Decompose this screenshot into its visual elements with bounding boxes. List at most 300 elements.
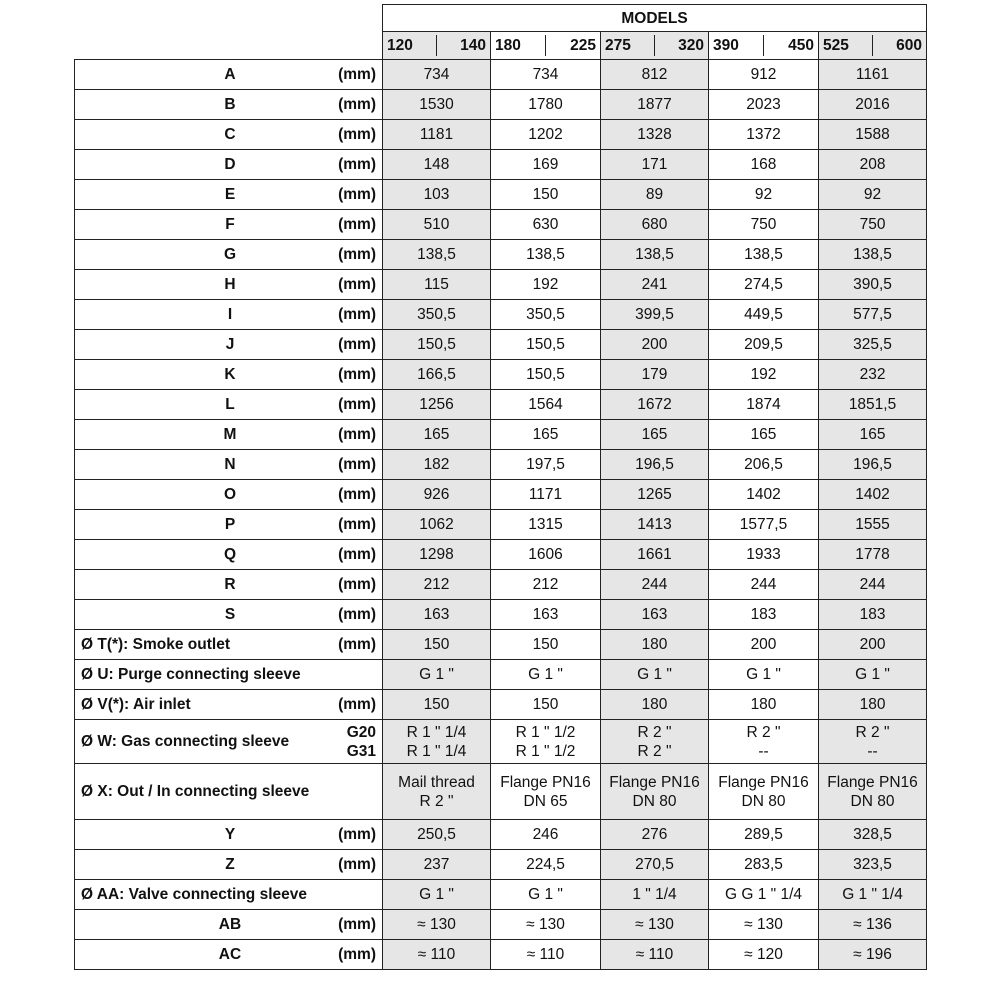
value-cell: 1161 bbox=[819, 60, 927, 90]
dimension-name: AB bbox=[218, 916, 242, 933]
value-line: Mail thread bbox=[398, 773, 475, 791]
dimension-name: K bbox=[224, 366, 236, 383]
value-cell: 232 bbox=[819, 360, 927, 390]
value-cell: 196,5 bbox=[819, 450, 927, 480]
value-cell: 1298 bbox=[383, 540, 491, 570]
value-cell: 150,5 bbox=[491, 360, 601, 390]
unit-label: (mm) bbox=[338, 516, 376, 533]
model-number: 275 bbox=[605, 37, 631, 54]
value-cell: G 1 " bbox=[383, 660, 491, 690]
row-label bbox=[81, 216, 376, 233]
value-line: -- bbox=[867, 742, 878, 760]
value-stack bbox=[601, 773, 708, 811]
value-cell: 390,5 bbox=[819, 270, 927, 300]
value-cell: 2023 bbox=[709, 90, 819, 120]
model-pair bbox=[387, 32, 486, 59]
dimensions-table bbox=[74, 4, 927, 970]
value-cell: 163 bbox=[601, 600, 709, 630]
row-label bbox=[81, 636, 376, 653]
model-number: 120 bbox=[387, 37, 413, 54]
value-cell: 812 bbox=[601, 60, 709, 90]
table-row bbox=[75, 120, 927, 150]
value-cell: 449,5 bbox=[709, 300, 819, 330]
value-cell: 926 bbox=[383, 480, 491, 510]
dimension-name: Ø T(*): Smoke outlet bbox=[81, 636, 230, 653]
value-cell: 208 bbox=[819, 150, 927, 180]
value-cell: 150 bbox=[491, 690, 601, 720]
value-cell: 276 bbox=[601, 820, 709, 850]
table-row bbox=[75, 940, 927, 970]
dimension-name: Ø V(*): Air inlet bbox=[81, 696, 191, 713]
dimension-name: D bbox=[224, 156, 236, 173]
unit-label: (mm) bbox=[338, 856, 376, 873]
value-cell: 138,5 bbox=[819, 240, 927, 270]
value-cell: 150,5 bbox=[383, 330, 491, 360]
value-cell: 196,5 bbox=[601, 450, 709, 480]
value-cell: 1564 bbox=[491, 390, 601, 420]
value-line: R 2 " bbox=[637, 723, 672, 741]
row-label bbox=[81, 366, 376, 383]
table-row bbox=[75, 850, 927, 880]
value-cell: 183 bbox=[819, 600, 927, 630]
row-label-cell bbox=[75, 180, 383, 210]
value-cell: 171 bbox=[601, 150, 709, 180]
row-label-cell bbox=[75, 390, 383, 420]
dimension-name: Q bbox=[223, 546, 237, 563]
value-cell: 274,5 bbox=[709, 270, 819, 300]
value-cell: ≈ 110 bbox=[601, 940, 709, 970]
value-line: R 2 " bbox=[419, 792, 454, 810]
row-label bbox=[81, 666, 376, 683]
table-row bbox=[75, 570, 927, 600]
value-cell: 169 bbox=[491, 150, 601, 180]
table-row bbox=[75, 420, 927, 450]
model-pair-cell bbox=[601, 32, 709, 60]
table-row bbox=[75, 390, 927, 420]
table-row bbox=[75, 330, 927, 360]
value-cell: ≈ 110 bbox=[491, 940, 601, 970]
table-row bbox=[75, 210, 927, 240]
value-cell: 150 bbox=[383, 630, 491, 660]
row-label-cell bbox=[75, 764, 383, 820]
unit-label: (mm) bbox=[338, 486, 376, 503]
value-cell: 1530 bbox=[383, 90, 491, 120]
value-cell: 237 bbox=[383, 850, 491, 880]
value-line: DN 80 bbox=[850, 792, 895, 810]
value-cell: 734 bbox=[491, 60, 601, 90]
value-stack bbox=[819, 773, 926, 811]
value-stack bbox=[819, 723, 926, 761]
row-label-cell bbox=[75, 940, 383, 970]
value-line: R 2 " bbox=[855, 723, 890, 741]
table-row bbox=[75, 360, 927, 390]
value-cell: 750 bbox=[819, 210, 927, 240]
value-cell: 1265 bbox=[601, 480, 709, 510]
value-cell: 250,5 bbox=[383, 820, 491, 850]
value-cell: 1851,5 bbox=[819, 390, 927, 420]
value-cell: 206,5 bbox=[709, 450, 819, 480]
row-label bbox=[81, 723, 376, 761]
value-cell: 138,5 bbox=[383, 240, 491, 270]
value-cell: 180 bbox=[819, 690, 927, 720]
value-cell: 577,5 bbox=[819, 300, 927, 330]
row-label-cell bbox=[75, 330, 383, 360]
row-label bbox=[81, 516, 376, 533]
value-cell: 165 bbox=[383, 420, 491, 450]
row-label bbox=[81, 696, 376, 713]
gas-type-label: G20 bbox=[346, 723, 376, 741]
row-label bbox=[81, 186, 376, 203]
dimension-name: O bbox=[223, 486, 237, 503]
row-label-cell bbox=[75, 630, 383, 660]
value-line: R 1 " 1/4 bbox=[406, 723, 467, 741]
row-label bbox=[81, 486, 376, 503]
value-stack bbox=[383, 723, 490, 761]
value-cell: 115 bbox=[383, 270, 491, 300]
value-cell: ≈ 130 bbox=[709, 910, 819, 940]
dimension-name: J bbox=[225, 336, 235, 353]
table-row bbox=[75, 240, 927, 270]
value-line: R 1 " 1/2 bbox=[515, 723, 576, 741]
gas-type-label: G31 bbox=[346, 742, 376, 760]
value-stack bbox=[491, 773, 600, 811]
row-label bbox=[81, 246, 376, 263]
value-line: DN 80 bbox=[741, 792, 786, 810]
value-line: DN 80 bbox=[632, 792, 677, 810]
value-cell: 1202 bbox=[491, 120, 601, 150]
value-cell: 200 bbox=[819, 630, 927, 660]
value-cell: 166,5 bbox=[383, 360, 491, 390]
value-cell: 192 bbox=[491, 270, 601, 300]
model-number: 390 bbox=[713, 37, 739, 54]
value-cell: 246 bbox=[491, 820, 601, 850]
dimension-name: S bbox=[224, 606, 236, 623]
value-cell: 165 bbox=[709, 420, 819, 450]
value-cell: 150 bbox=[491, 180, 601, 210]
value-line: Flange PN16 bbox=[609, 773, 700, 791]
value-cell bbox=[383, 764, 491, 820]
value-cell: 138,5 bbox=[709, 240, 819, 270]
row-label-cell bbox=[75, 90, 383, 120]
table-row bbox=[75, 764, 927, 820]
value-cell: 680 bbox=[601, 210, 709, 240]
row-label bbox=[81, 456, 376, 473]
unit-label: (mm) bbox=[338, 186, 376, 203]
value-cell: 165 bbox=[491, 420, 601, 450]
unit-label: (mm) bbox=[338, 946, 376, 963]
value-cell: 1606 bbox=[491, 540, 601, 570]
row-label-cell bbox=[75, 850, 383, 880]
table-row bbox=[75, 880, 927, 910]
value-cell: 1661 bbox=[601, 540, 709, 570]
value-stack bbox=[709, 723, 818, 761]
dimension-name: M bbox=[223, 426, 237, 443]
table-row bbox=[75, 300, 927, 330]
value-cell: 510 bbox=[383, 210, 491, 240]
unit-label: (mm) bbox=[338, 576, 376, 593]
model-pair-cell bbox=[383, 32, 491, 60]
table-row bbox=[75, 720, 927, 764]
value-cell: 323,5 bbox=[819, 850, 927, 880]
row-label-cell bbox=[75, 660, 383, 690]
value-cell: 289,5 bbox=[709, 820, 819, 850]
unit-label: (mm) bbox=[338, 826, 376, 843]
value-cell: 150 bbox=[491, 630, 601, 660]
value-cell: 103 bbox=[383, 180, 491, 210]
value-cell: 2016 bbox=[819, 90, 927, 120]
row-label-cell bbox=[75, 820, 383, 850]
value-cell: 1402 bbox=[819, 480, 927, 510]
row-label bbox=[81, 546, 376, 563]
unit-label: (mm) bbox=[338, 546, 376, 563]
value-cell: 630 bbox=[491, 210, 601, 240]
row-label bbox=[81, 96, 376, 113]
table-row bbox=[75, 910, 927, 940]
unit-label: (mm) bbox=[338, 696, 376, 713]
row-label bbox=[81, 946, 376, 963]
model-number: 320 bbox=[678, 37, 704, 54]
unit-label: (mm) bbox=[338, 366, 376, 383]
value-cell: 179 bbox=[601, 360, 709, 390]
model-pair bbox=[713, 32, 814, 59]
value-cell bbox=[601, 720, 709, 764]
dimension-name: I bbox=[227, 306, 233, 323]
table-row bbox=[75, 180, 927, 210]
value-line: Flange PN16 bbox=[500, 773, 591, 791]
value-line: Flange PN16 bbox=[827, 773, 918, 791]
value-cell: 750 bbox=[709, 210, 819, 240]
row-label-cell bbox=[75, 300, 383, 330]
value-cell: 200 bbox=[601, 330, 709, 360]
model-separator bbox=[436, 35, 437, 56]
row-label-cell bbox=[75, 150, 383, 180]
value-stack bbox=[601, 723, 708, 761]
row-label-cell bbox=[75, 450, 383, 480]
value-cell: 270,5 bbox=[601, 850, 709, 880]
value-cell: 1328 bbox=[601, 120, 709, 150]
table-row bbox=[75, 690, 927, 720]
value-cell: ≈ 136 bbox=[819, 910, 927, 940]
dimension-name: E bbox=[224, 186, 236, 203]
row-label-cell bbox=[75, 270, 383, 300]
value-cell: 180 bbox=[601, 630, 709, 660]
value-cell: 1933 bbox=[709, 540, 819, 570]
value-cell bbox=[819, 720, 927, 764]
value-stack bbox=[383, 773, 490, 811]
model-pair-cell bbox=[491, 32, 601, 60]
value-cell: 163 bbox=[383, 600, 491, 630]
value-line: DN 65 bbox=[523, 792, 568, 810]
row-label bbox=[81, 826, 376, 843]
row-label bbox=[81, 783, 376, 800]
value-cell: ≈ 196 bbox=[819, 940, 927, 970]
unit-label: (mm) bbox=[338, 66, 376, 83]
value-cell: 150 bbox=[383, 690, 491, 720]
value-line: R 1 " 1/4 bbox=[406, 742, 467, 760]
value-cell: 192 bbox=[709, 360, 819, 390]
value-cell: ≈ 130 bbox=[383, 910, 491, 940]
value-line: R 1 " 1/2 bbox=[515, 742, 576, 760]
value-cell: ≈ 130 bbox=[601, 910, 709, 940]
value-cell: 1062 bbox=[383, 510, 491, 540]
unit-label: (mm) bbox=[338, 916, 376, 933]
model-separator bbox=[654, 35, 655, 56]
row-label bbox=[81, 126, 376, 143]
value-cell: G 1 " bbox=[491, 660, 601, 690]
row-label-cell bbox=[75, 690, 383, 720]
unit-label: (mm) bbox=[338, 456, 376, 473]
value-cell: 1874 bbox=[709, 390, 819, 420]
row-label bbox=[81, 606, 376, 623]
dimension-name: C bbox=[224, 126, 236, 143]
value-cell: 1588 bbox=[819, 120, 927, 150]
value-stack bbox=[491, 723, 600, 761]
value-cell: 244 bbox=[709, 570, 819, 600]
value-line: Flange PN16 bbox=[718, 773, 809, 791]
row-label bbox=[81, 576, 376, 593]
value-cell: 1181 bbox=[383, 120, 491, 150]
unit-label: (mm) bbox=[338, 96, 376, 113]
value-cell: 1577,5 bbox=[709, 510, 819, 540]
table-row bbox=[75, 600, 927, 630]
table-row bbox=[75, 660, 927, 690]
row-label-cell bbox=[75, 240, 383, 270]
unit-label: (mm) bbox=[338, 126, 376, 143]
value-cell: 399,5 bbox=[601, 300, 709, 330]
value-cell: 165 bbox=[819, 420, 927, 450]
value-cell: 1256 bbox=[383, 390, 491, 420]
unit-label: (mm) bbox=[338, 426, 376, 443]
value-cell: 163 bbox=[491, 600, 601, 630]
value-cell: 241 bbox=[601, 270, 709, 300]
table-row bbox=[75, 60, 927, 90]
row-label-cell bbox=[75, 570, 383, 600]
table-row bbox=[75, 630, 927, 660]
value-cell: 138,5 bbox=[601, 240, 709, 270]
value-cell: ≈ 110 bbox=[383, 940, 491, 970]
unit-label: (mm) bbox=[338, 156, 376, 173]
models-title-row bbox=[75, 5, 927, 32]
row-label-cell bbox=[75, 360, 383, 390]
value-cell: 1555 bbox=[819, 510, 927, 540]
row-label bbox=[81, 156, 376, 173]
row-label bbox=[81, 336, 376, 353]
row-label-cell bbox=[75, 720, 383, 764]
value-cell: 182 bbox=[383, 450, 491, 480]
table-row bbox=[75, 540, 927, 570]
model-separator bbox=[872, 35, 873, 56]
value-line: -- bbox=[758, 742, 769, 760]
dimension-name: A bbox=[224, 66, 236, 83]
row-label-cell bbox=[75, 880, 383, 910]
value-cell: 244 bbox=[601, 570, 709, 600]
dimension-name: P bbox=[224, 516, 236, 533]
value-cell: 350,5 bbox=[491, 300, 601, 330]
value-cell: 1877 bbox=[601, 90, 709, 120]
row-label-cell bbox=[75, 60, 383, 90]
value-cell: 92 bbox=[709, 180, 819, 210]
value-cell: G 1 " bbox=[383, 880, 491, 910]
row-label-cell bbox=[75, 600, 383, 630]
value-cell: 1413 bbox=[601, 510, 709, 540]
value-cell: G 1 " 1/4 bbox=[819, 880, 927, 910]
row-label bbox=[81, 426, 376, 443]
value-line: R 2 " bbox=[746, 723, 781, 741]
value-cell: 1372 bbox=[709, 120, 819, 150]
dimension-name: Y bbox=[224, 826, 236, 843]
model-number: 525 bbox=[823, 37, 849, 54]
gas-type-stack bbox=[347, 723, 376, 761]
value-cell: 328,5 bbox=[819, 820, 927, 850]
value-cell: 325,5 bbox=[819, 330, 927, 360]
value-cell: 224,5 bbox=[491, 850, 601, 880]
unit-label: (mm) bbox=[338, 336, 376, 353]
value-cell: 212 bbox=[383, 570, 491, 600]
value-cell: 168 bbox=[709, 150, 819, 180]
model-number: 140 bbox=[460, 37, 486, 54]
row-label bbox=[81, 916, 376, 933]
row-label-cell bbox=[75, 120, 383, 150]
unit-label: (mm) bbox=[338, 276, 376, 293]
model-number: 180 bbox=[495, 37, 521, 54]
value-cell: 183 bbox=[709, 600, 819, 630]
model-pair-cell bbox=[709, 32, 819, 60]
value-cell: G 1 " bbox=[819, 660, 927, 690]
dimension-name: H bbox=[224, 276, 236, 293]
row-label-cell bbox=[75, 510, 383, 540]
value-cell: 165 bbox=[601, 420, 709, 450]
value-cell: 1171 bbox=[491, 480, 601, 510]
row-label bbox=[81, 306, 376, 323]
table-row bbox=[75, 450, 927, 480]
model-number: 225 bbox=[570, 37, 596, 54]
dimension-name: G bbox=[223, 246, 237, 263]
value-cell: 148 bbox=[383, 150, 491, 180]
value-cell: 283,5 bbox=[709, 850, 819, 880]
value-cell bbox=[601, 764, 709, 820]
dimension-name: Ø AA: Valve connecting sleeve bbox=[81, 886, 307, 903]
dimension-name: Ø X: Out / In connecting sleeve bbox=[81, 783, 310, 800]
row-label bbox=[81, 276, 376, 293]
table-row bbox=[75, 90, 927, 120]
model-pair bbox=[823, 32, 922, 59]
value-cell: G 1 " bbox=[709, 660, 819, 690]
value-line: R 2 " bbox=[637, 742, 672, 760]
row-label-cell bbox=[75, 420, 383, 450]
value-cell: ≈ 130 bbox=[491, 910, 601, 940]
model-number: 450 bbox=[788, 37, 814, 54]
table-row bbox=[75, 480, 927, 510]
empty-corner-cell bbox=[75, 5, 383, 60]
model-pair bbox=[495, 32, 596, 59]
row-label bbox=[81, 66, 376, 83]
dimension-name: N bbox=[224, 456, 236, 473]
value-cell bbox=[383, 720, 491, 764]
value-cell: 197,5 bbox=[491, 450, 601, 480]
dimension-name: Ø W: Gas connecting sleeve bbox=[81, 733, 290, 750]
row-label bbox=[81, 856, 376, 873]
value-cell: 1672 bbox=[601, 390, 709, 420]
models-title: MODELS bbox=[383, 5, 927, 32]
value-cell: 212 bbox=[491, 570, 601, 600]
value-cell: G G 1 " 1/4 bbox=[709, 880, 819, 910]
value-cell: 89 bbox=[601, 180, 709, 210]
unit-label: (mm) bbox=[338, 246, 376, 263]
value-cell: 350,5 bbox=[383, 300, 491, 330]
value-cell: 912 bbox=[709, 60, 819, 90]
value-cell: 150,5 bbox=[491, 330, 601, 360]
model-pair-cell bbox=[819, 32, 927, 60]
